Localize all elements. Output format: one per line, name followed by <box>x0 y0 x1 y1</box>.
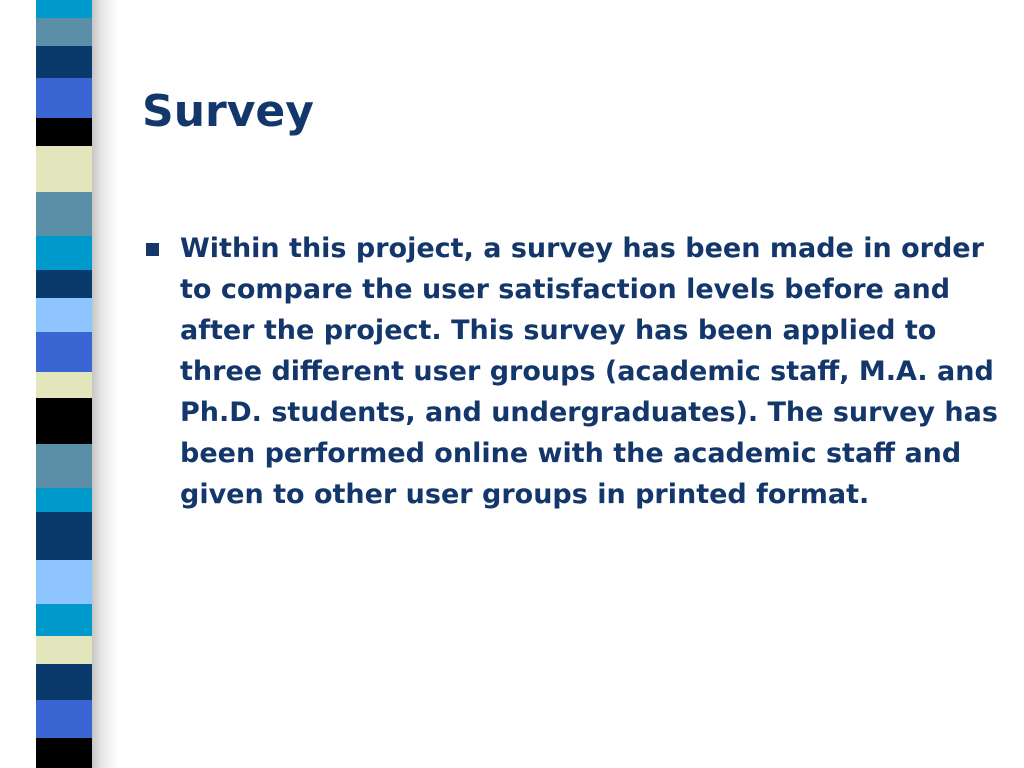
band-segment <box>36 372 92 398</box>
square-bullet-icon <box>146 243 159 256</box>
band-segment <box>36 700 92 738</box>
band-segment <box>36 636 92 664</box>
band-segment <box>36 78 92 118</box>
band-segment <box>36 46 92 78</box>
band-segment <box>36 270 92 298</box>
band-segment <box>36 18 92 46</box>
band-segment <box>36 332 92 372</box>
band-segment <box>36 118 92 146</box>
bullet-text: Within this project, a survey has been made in order to compare the user satisfaction levels before and after the project. This survey has been applied to three different user groups (academic staff, M.A. and Ph.D. students, and undergraduates). The survey has been performed online with the academic staff and given to other user groups in printed format. <box>180 233 998 510</box>
band-segment <box>36 192 92 236</box>
slide-title: Survey <box>142 86 314 137</box>
decorative-band-shadow <box>88 0 118 768</box>
band-segment <box>36 604 92 636</box>
band-segment <box>36 560 92 604</box>
band-segment <box>36 298 92 332</box>
band-segment <box>36 146 92 192</box>
decorative-striped-band <box>36 0 92 768</box>
bullet-item <box>142 228 1002 515</box>
band-segment <box>36 398 92 444</box>
bullet-list <box>142 228 1002 515</box>
band-segment <box>36 488 92 512</box>
band-segment <box>36 664 92 700</box>
band-segment <box>36 236 92 270</box>
band-segment <box>36 0 92 18</box>
band-segment <box>36 738 92 768</box>
band-segment <box>36 512 92 560</box>
band-segment <box>36 444 92 488</box>
